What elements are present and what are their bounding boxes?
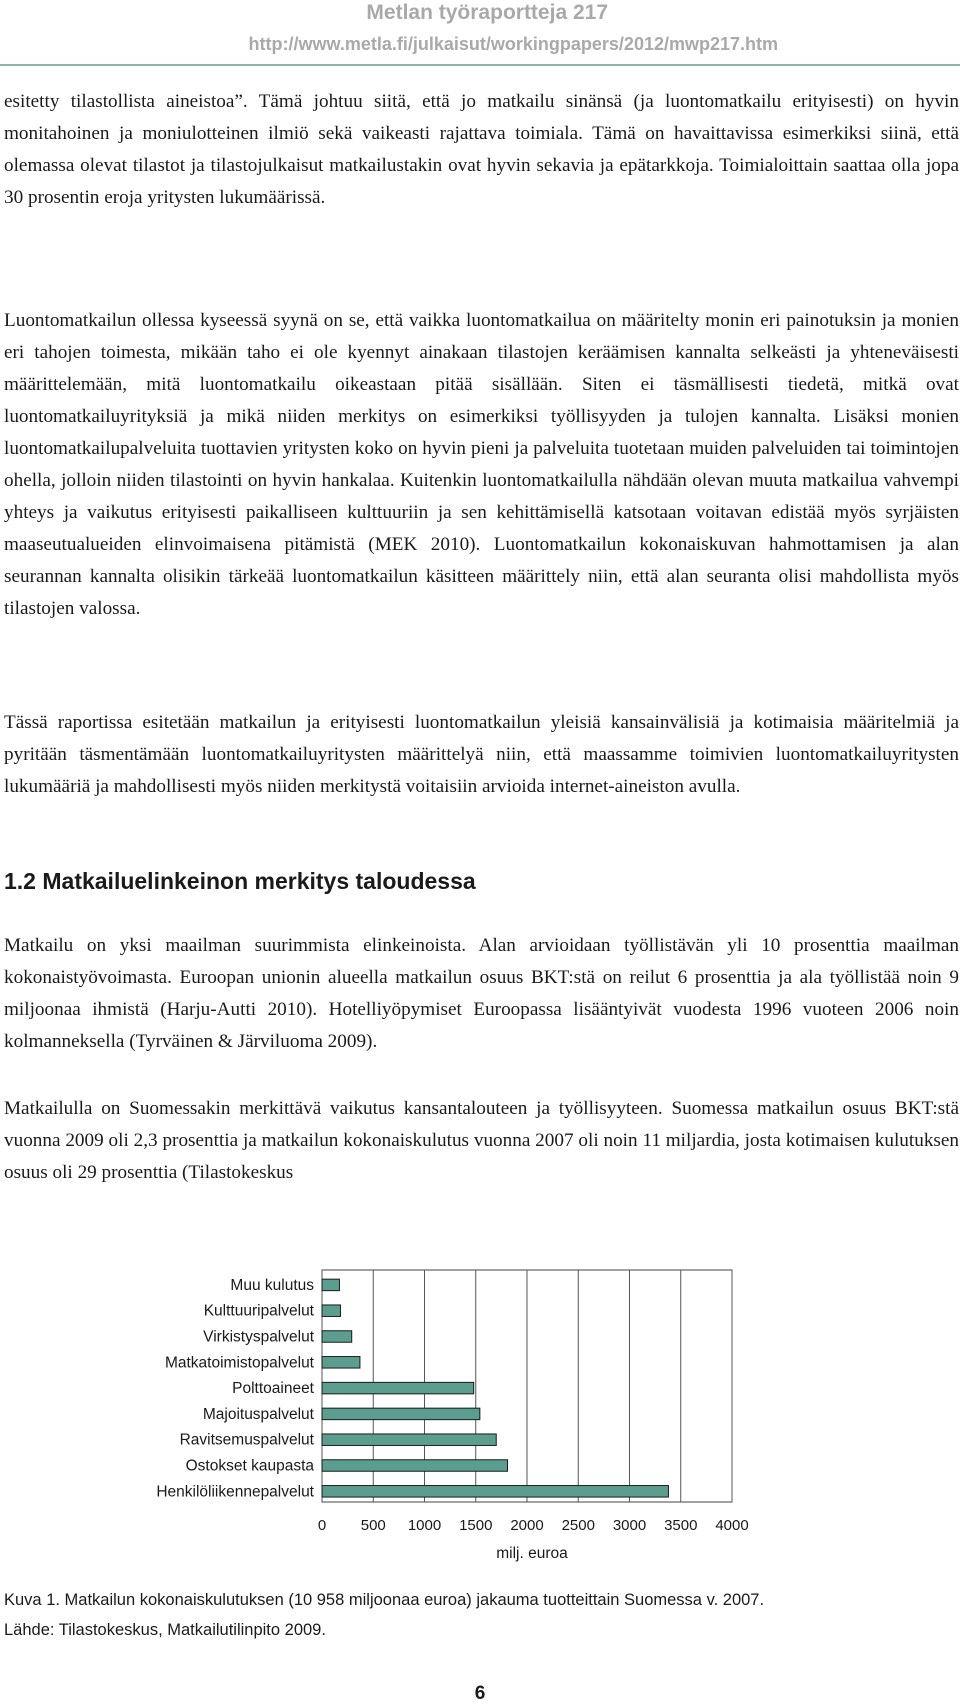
category-label: Ravitsemuspalvelut — [179, 1431, 314, 1449]
bar — [322, 1434, 496, 1446]
tick-label: 4000 — [715, 1517, 749, 1534]
tick-label: 0 — [317, 1517, 327, 1534]
chart-tick-labels — [318, 1517, 749, 1534]
category-label: Matkatoimistopalvelut — [164, 1354, 314, 1372]
paragraph-text: Luontomatkailun ollessa kyseessä syynä on se, että vaikka luontomatkailua on määritelty monin eri painotuksin ja monien eri tahojen toimesta, mikään taho ei ole kyennyt ainakaan tilastojen keräämisen kannalta selkeästi ja yhteneväisesti määrittelemään, mitä luontomatkailu oikeastaan pitää sisällään. Siten ei täsmällisesti tiedetä, mitkä ovat luontomatkailuyrityksiä ja mikä niiden merkitys on esimerkiksi työllisyyden ja tulojen kannalta. Lisäksi monien luontomatkailupalveluita tuottavien yritysten koko on hyvin pieni ja palveluita tuotetaan muiden palveluiden tai toimintojen ohella, jolloin niiden tilastointi on hyvin hankalaa. Kuitenkin luontomatkailulla nähdään olevan muuta matkailua vahvempi yhteys ja vaikutus erityisesti paikalliseen kulttuuriin ja sen kehittämisellä katsotaan voitavan edistää myös syrjäisten maaseutualueiden elinvoimaisena pitämistä (MEK 2010). Luontomatkailun kokonaiskuvan hahmottamisen ja alan seurannan kannalta olisikin tärkeää luontomatkailun käsitteen määrittely niin, että alan seuranta olisi mahdollista myös tilastojen valossa. — [4, 310, 959, 619]
bar — [322, 1279, 339, 1291]
bar — [322, 1357, 360, 1369]
category-label: Polttoaineet — [232, 1380, 314, 1398]
bar — [322, 1331, 352, 1343]
header-divider — [0, 64, 960, 66]
category-label: Muu kulutus — [230, 1276, 314, 1294]
tick-label: 500 — [360, 1517, 386, 1534]
section-heading: 1.2 Matkailuelinkeinon merkitys taloudessa — [4, 868, 476, 894]
consumption-bar-chart — [0, 1262, 960, 1572]
paragraph-report-scope — [4, 707, 959, 803]
page-header — [0, 0, 960, 68]
chart-bars — [322, 1279, 668, 1497]
category-label: Majoituspalvelut — [202, 1405, 314, 1423]
paragraph-global-tourism — [4, 930, 959, 1058]
category-label: Ostokset kaupasta — [185, 1457, 314, 1475]
tick-label: 3000 — [612, 1517, 647, 1534]
paragraph-nature-tourism — [4, 305, 959, 625]
bar — [322, 1460, 508, 1472]
bar — [322, 1486, 668, 1498]
paragraph-statistics — [4, 86, 959, 214]
publication-url[interactable]: http://www.metla.fi/julkaisut/workingpapers/2012/mwp217.htm — [248, 34, 778, 54]
figure-caption — [4, 1585, 764, 1645]
tick-label: 3500 — [664, 1517, 698, 1534]
category-label: Kulttuuripalvelut — [203, 1302, 314, 1320]
tick-label: 2500 — [561, 1517, 595, 1534]
category-label: Henkilöliikennepalvelut — [156, 1483, 314, 1501]
tick-label: 1000 — [407, 1517, 442, 1534]
chart-category-labels — [156, 1277, 314, 1500]
caption-line: Kuva 1. Matkailun kokonaiskulutuksen (10 958 miljoonaa euroa) jakauma tuotteittain Suomessa v. 2007. — [4, 1591, 765, 1609]
tick-label: 2000 — [510, 1517, 544, 1534]
paragraph-text: Tässä raportissa esitetään matkailun ja erityisesti luontomatkailun yleisiä kansainvälisiä ja kotimaisia määritelmiä ja pyritään täsmentämään luontomatkailuyritysten määrittelyä niin, että maassamme toimivien luontomatkailuyritysten lukumääriä ja mahdollisesti myös niiden merkitystä voitaisiin arvioida internet-aineiston avulla. — [4, 712, 959, 797]
paragraph-text: Matkailulla on Suomessakin merkittävä vaikutus kansantalouteen ja työllisyyteen. Suomessa matkailun osuus BKT:stä vuonna 2009 oli 2,3 prosenttia ja matkailun kokonaiskulutus vuonna 2007 oli noin 11 miljardia, josta kotimaisen kulutuksen osuus oli 29 prosenttia (Tilastokeskus — [4, 1098, 959, 1183]
series-title: Metlan työraportteja 217 — [366, 1, 608, 24]
x-axis-label: milj. euroa — [496, 1545, 568, 1562]
paragraph-text: esitetty tilastollista aineistoa”. Tämä johtuu siitä, että jo matkailu sinänsä (ja luontomatkailu erityisesti) on hyvin monitahoinen ja moniulotteinen ilmiö sekä vaikeasti rajattava toimiala. Tämä on havaittavissa esimerkiksi siinä, että olemassa olevat tilastot ja tilastojulkaisut matkailustakin ovat hyvin sekavia ja epätarkkoja. Toimialoittain saattaa olla jopa 30 prosentin eroja yritysten lukumäärissä. — [4, 91, 959, 208]
category-label: Virkistyspalvelut — [203, 1328, 314, 1346]
caption-source: Lähde: Tilastokeskus, Matkailutilinpito 2009. — [4, 1621, 326, 1639]
bar — [322, 1305, 340, 1317]
paragraph-finland-tourism — [4, 1093, 959, 1189]
bar — [322, 1382, 474, 1394]
tick-label: 1500 — [459, 1517, 493, 1534]
page-number: 6 — [474, 1683, 486, 1704]
paragraph-text: Matkailu on yksi maailman suurimmista elinkeinoista. Alan arvioidaan työllistävän yli 10 prosenttia maailman kokonaistyövoimasta. Euroopan unionin alueella matkailun osuus BKT:stä on reilut 6 prosenttia ja ala työllistää noin 9 miljoonaa ihmistä (Harju-Autti 2010). Hotelliyöpymiset Euroopassa lisääntyivät vuodesta 1996 vuoteen 2006 noin kolmanneksella (Tyrväinen & Järviluoma 2009). — [4, 935, 959, 1052]
bar — [322, 1408, 480, 1420]
